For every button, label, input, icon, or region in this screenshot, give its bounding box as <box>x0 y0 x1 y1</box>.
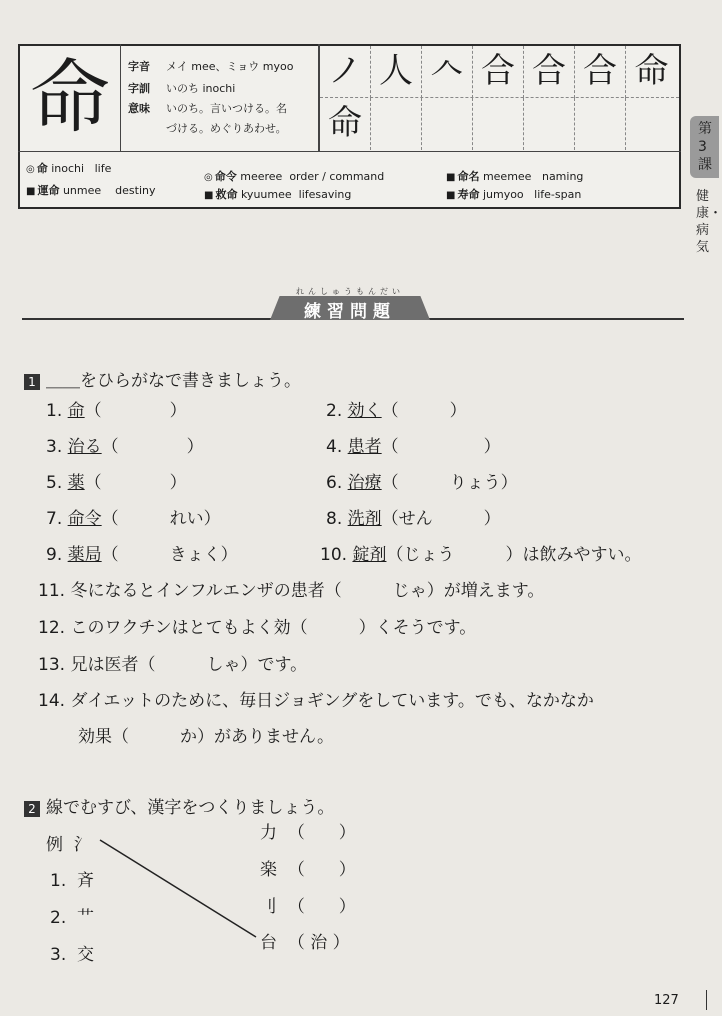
info-meaning-cont: づける。めぐりあわせ。 <box>166 122 287 135</box>
vocab-item: ■ 救命 kyuumee lifesaving <box>204 188 352 201</box>
exercise-sentence-cont[interactable]: 効果（ か）がありません。 <box>78 727 335 747</box>
match-right-item[interactable]: 楽 （ ） <box>260 860 356 880</box>
exercise-item[interactable]: 3. 治る（ ） <box>46 437 204 457</box>
exercise-item[interactable]: 10. 錠剤（じょう ）は飲みやすい。 <box>320 545 642 565</box>
chapter-tab-label: 第3課 <box>698 121 712 173</box>
page-number-bar <box>706 990 707 1010</box>
stroke-step: 人 <box>371 46 422 98</box>
exercise-item[interactable]: 1. 命（ ） <box>46 401 187 421</box>
stroke-step: 命 <box>320 98 371 150</box>
match-right-item[interactable]: 刂 （ ） <box>260 897 356 917</box>
vocab-item: ◎ 命令 meeree order / command <box>204 170 385 183</box>
section1-instruction: ＿＿をひらがなで書きましょう。 <box>46 371 301 391</box>
exercise-item[interactable]: 9. 薬局（ きょく） <box>46 545 238 565</box>
match-right-item[interactable]: 台 （ 治 ） <box>260 933 350 953</box>
stroke-step: 合 <box>473 46 524 98</box>
section-number: 2 <box>24 801 40 817</box>
info-kun-reading: 字訓 いのち inochi <box>128 82 236 95</box>
exercise-item[interactable]: 5. 薬（ ） <box>46 473 187 493</box>
exercise-item[interactable]: 8. 洗剤（せん ） <box>326 509 501 529</box>
banner-furigana: れんしゅうもんだい <box>296 287 404 296</box>
exercise-sentence[interactable]: 11. 冬になるとインフルエンザの患者（ じゃ）が増えます。 <box>38 581 545 601</box>
match-right-item[interactable]: 力 （ ） <box>260 823 356 843</box>
stroke-step: 𠆢 <box>422 46 473 98</box>
stroke-step: ノ <box>320 46 371 98</box>
info-on-reading: 字音 メイ mee、ミョウ myoo <box>128 60 294 73</box>
vocab-item: ◎ 命 inochi life <box>26 162 112 175</box>
example-match-line <box>100 840 256 937</box>
stroke-step: 合 <box>575 46 626 98</box>
section2-instruction: 線でむすび、漢字をつくりましょう。 <box>46 798 335 818</box>
section-number: 1 <box>24 374 40 390</box>
stroke-step: 命 <box>634 51 669 91</box>
exercise-sentence[interactable]: 12. このワクチンはとてもよく効（ ）くそうです。 <box>38 618 477 638</box>
exercise-sentence[interactable]: 13. 兄は医者（ しゃ）です。 <box>38 655 308 675</box>
exercise-sentence[interactable]: 14. ダイエットのために、毎日ジョギングをしています。でも、なかなか <box>38 691 594 711</box>
vocab-item: ■ 寿命 jumyoo life-span <box>446 188 582 201</box>
banner-title: 練習問題 <box>304 302 396 322</box>
match-left-item[interactable]: 3. 交 <box>50 945 95 965</box>
stroke-step: 合 <box>524 46 575 98</box>
exercise-item[interactable]: 7. 命令（ れい） <box>46 509 221 529</box>
exercise-item[interactable]: 4. 患者（ ） <box>326 437 501 457</box>
kanji-character: 命 <box>30 51 110 144</box>
match-left-item[interactable]: 1. 斉 <box>50 871 95 891</box>
info-meaning: 意味 いのち。言いつける。名 <box>128 102 287 115</box>
match-left-item[interactable]: 2. 艹 <box>50 908 95 928</box>
vocab-item: ■ 運命 unmee destiny <box>26 184 156 197</box>
vocab-item: ■ 命名 meemee naming <box>446 170 584 183</box>
chapter-tab-subtitle: 健康・病気 <box>696 189 722 255</box>
match-left-example[interactable]: 例 氵 <box>46 835 91 855</box>
page-number: 127 <box>654 993 679 1008</box>
exercise-item[interactable]: 6. 治療（ りょう） <box>326 473 518 493</box>
exercise-item[interactable]: 2. 効く（ ） <box>326 401 467 421</box>
